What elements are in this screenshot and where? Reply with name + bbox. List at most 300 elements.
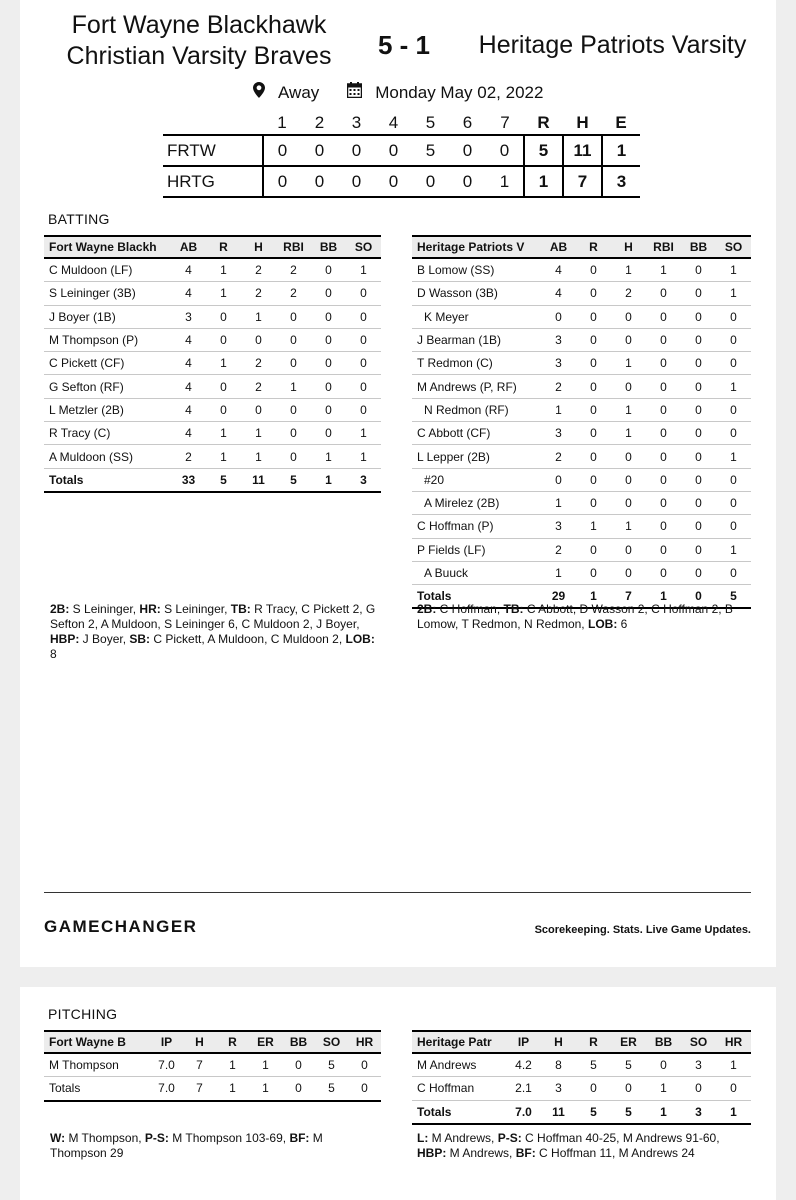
- player-name: C Hoffman (P): [412, 515, 541, 538]
- stat-cell: 0: [311, 282, 346, 305]
- stat-cell: 1: [716, 282, 751, 305]
- col-header: H: [183, 1031, 216, 1053]
- inning-score: 0: [486, 135, 524, 166]
- inning-header: 5: [425, 113, 436, 132]
- player-row: [44, 398, 381, 421]
- stat-cell: 2: [541, 538, 576, 561]
- stat-cell: 0: [206, 328, 241, 351]
- batting-team-header: Heritage Patriots V: [412, 236, 541, 258]
- stat-cell: 1: [716, 1053, 751, 1077]
- stat-cell: 0: [576, 491, 611, 514]
- stat-cell: 0: [206, 305, 241, 328]
- stat-cell: 2: [541, 375, 576, 398]
- col-header: SO: [346, 236, 381, 258]
- col-header: H: [611, 236, 646, 258]
- inning-header: 3: [351, 113, 362, 132]
- stat-cell: 1: [611, 515, 646, 538]
- inning-score: 0: [301, 166, 338, 197]
- player-row: [412, 328, 751, 351]
- stat-cell: 0: [681, 491, 716, 514]
- player-row: [44, 328, 381, 351]
- col-header: SO: [681, 1031, 716, 1053]
- linescore-row: [163, 166, 640, 197]
- player-row: [412, 491, 751, 514]
- batting-header-row: [44, 236, 381, 258]
- stat-cell: 1: [346, 258, 381, 282]
- player-row: [44, 352, 381, 375]
- totals-label: Totals: [44, 1077, 150, 1101]
- footer-tagline: Scorekeeping. Stats. Live Game Updates.: [534, 924, 751, 936]
- stat-cell: 0: [681, 282, 716, 305]
- total-runs: 5: [524, 135, 563, 166]
- note-key: 2B:: [50, 602, 70, 616]
- stat-cell: 0: [611, 445, 646, 468]
- stat-cell: 2: [611, 282, 646, 305]
- total-cell: 11: [541, 1100, 576, 1124]
- total-cell: 5: [315, 1077, 348, 1101]
- note-value: 6: [617, 617, 628, 631]
- inning-header: 2: [314, 113, 325, 132]
- col-header: BB: [681, 236, 716, 258]
- stat-cell: 0: [716, 491, 751, 514]
- stat-cell: 0: [276, 305, 311, 328]
- note-value: 8: [50, 647, 57, 661]
- stat-cell: 1: [611, 258, 646, 282]
- note-value: M Andrews,: [446, 1146, 516, 1160]
- player-name: C Hoffman: [412, 1077, 506, 1100]
- total-cell: 5: [611, 1100, 646, 1124]
- col-header: BB: [646, 1031, 681, 1053]
- stat-cell: 0: [576, 305, 611, 328]
- stat-cell: 0: [576, 422, 611, 445]
- total-cell: 33: [171, 468, 206, 492]
- inning-score: 0: [338, 166, 375, 197]
- inning-header: 7: [500, 113, 510, 132]
- stat-cell: 0: [346, 352, 381, 375]
- total-cell: 3: [681, 1100, 716, 1124]
- stat-cell: 0: [646, 352, 681, 375]
- inning-score: 0: [375, 135, 412, 166]
- location-pin-icon: [253, 82, 265, 103]
- stat-cell: 0: [681, 515, 716, 538]
- stat-cell: 0: [206, 398, 241, 421]
- total-errors: 1: [602, 135, 640, 166]
- player-row: [412, 398, 751, 421]
- col-header: HR: [348, 1031, 381, 1053]
- stat-cell: 1: [206, 422, 241, 445]
- game-date: Monday May 02, 2022: [375, 82, 544, 102]
- stat-cell: 1: [716, 538, 751, 561]
- stat-cell: 0: [611, 538, 646, 561]
- player-name: M Andrews: [412, 1053, 506, 1077]
- stat-cell: 0: [206, 375, 241, 398]
- stat-cell: 1: [276, 375, 311, 398]
- stat-cell: 0: [241, 398, 276, 421]
- gamechanger-logo: GAMECHANGER: [44, 917, 198, 936]
- stat-cell: 4: [171, 422, 206, 445]
- footer-divider: [44, 892, 751, 893]
- home-team-name: Fort Wayne Blackhawk Christian Varsity Braves: [66, 11, 332, 70]
- stat-cell: 2: [276, 282, 311, 305]
- player-row: [412, 468, 751, 491]
- stat-cell: 0: [276, 398, 311, 421]
- stat-cell: 5: [315, 1053, 348, 1077]
- linescore-table: [163, 112, 640, 198]
- stat-cell: 0: [576, 375, 611, 398]
- stat-cell: 0: [646, 282, 681, 305]
- stat-cell: 2: [171, 445, 206, 468]
- stat-cell: 0: [681, 305, 716, 328]
- player-name: N Redmon (RF): [412, 398, 541, 421]
- total-cell: 0: [282, 1077, 315, 1101]
- away-team-name: Heritage Patriots Varsity: [478, 31, 747, 59]
- player-name: M Andrews (P, RF): [412, 375, 541, 398]
- total-cell: 1: [646, 585, 681, 609]
- stat-cell: 1: [249, 1053, 282, 1077]
- stat-cell: 3: [681, 1053, 716, 1077]
- stat-cell: 0: [276, 328, 311, 351]
- stat-cell: 1: [541, 561, 576, 584]
- note-key: HBP:: [50, 632, 80, 646]
- total-cell: 1: [646, 1100, 681, 1124]
- note-value: C Hoffman 40-25, M Andrews 91-60,: [521, 1131, 720, 1145]
- stat-cell: 1: [541, 491, 576, 514]
- stat-cell: 3: [541, 328, 576, 351]
- stat-cell: 2: [241, 375, 276, 398]
- note-key: SB:: [129, 632, 151, 646]
- stat-cell: 3: [541, 422, 576, 445]
- stat-cell: 1: [346, 422, 381, 445]
- stat-cell: 0: [646, 375, 681, 398]
- stat-cell: 0: [276, 422, 311, 445]
- total-cell: 0: [681, 585, 716, 609]
- hits-header: H: [576, 113, 589, 132]
- player-name: J Boyer (1B): [44, 305, 171, 328]
- stat-cell: 0: [681, 561, 716, 584]
- total-cell: 1: [576, 585, 611, 609]
- col-header: R: [576, 236, 611, 258]
- player-name: J Bearman (1B): [412, 328, 541, 351]
- stat-cell: 0: [576, 282, 611, 305]
- stat-cell: 8: [541, 1053, 576, 1077]
- player-row: [44, 305, 381, 328]
- col-header: BB: [311, 236, 346, 258]
- inning-score: 5: [412, 135, 449, 166]
- stat-cell: 4: [541, 282, 576, 305]
- pitching-team-header: Heritage Patr: [412, 1031, 506, 1053]
- player-row: [44, 1053, 381, 1077]
- total-cell: 7: [611, 585, 646, 609]
- stat-cell: 3: [541, 515, 576, 538]
- player-row: [412, 352, 751, 375]
- player-name: S Leininger (3B): [44, 282, 171, 305]
- stat-cell: 0: [716, 1077, 751, 1100]
- inning-score: 0: [449, 135, 486, 166]
- inning-score: 0: [375, 166, 412, 197]
- stat-cell: 0: [611, 375, 646, 398]
- stat-cell: 0: [576, 445, 611, 468]
- note-key: TB:: [230, 602, 251, 616]
- linescore-header: [163, 112, 640, 135]
- total-cell: 1: [249, 1077, 282, 1101]
- player-name: M Thompson: [44, 1053, 150, 1077]
- stat-cell: 0: [311, 258, 346, 282]
- pitching-table-away: [412, 1030, 751, 1125]
- player-name: A Muldoon (SS): [44, 445, 171, 468]
- player-name: L Metzler (2B): [44, 398, 171, 421]
- player-row: [412, 258, 751, 282]
- stat-cell: 0: [541, 468, 576, 491]
- batting-table-away: [412, 235, 751, 609]
- errors-header: E: [615, 113, 627, 132]
- stat-cell: 4: [171, 375, 206, 398]
- total-hits: 7: [563, 166, 602, 197]
- total-cell: 29: [541, 585, 576, 609]
- player-name: B Lomow (SS): [412, 258, 541, 282]
- stat-cell: 4: [171, 282, 206, 305]
- pitching-section-title: PITCHING: [48, 1006, 118, 1022]
- stat-cell: 0: [311, 422, 346, 445]
- stat-cell: 1: [611, 352, 646, 375]
- stat-cell: 0: [716, 352, 751, 375]
- player-name: C Muldoon (LF): [44, 258, 171, 282]
- player-row: [412, 445, 751, 468]
- player-row: [412, 422, 751, 445]
- inning-score: 0: [412, 166, 449, 197]
- col-header: R: [576, 1031, 611, 1053]
- stat-cell: 2: [241, 282, 276, 305]
- stat-cell: 3: [541, 352, 576, 375]
- inning-score: 0: [263, 166, 301, 197]
- col-header: SO: [315, 1031, 348, 1053]
- stat-cell: 1: [346, 445, 381, 468]
- game-meta: [20, 82, 776, 103]
- total-cell: 1: [311, 468, 346, 492]
- note-value: M Thompson 29: [50, 1131, 323, 1160]
- stat-cell: 0: [646, 491, 681, 514]
- totals-row: [44, 468, 381, 492]
- stat-cell: 0: [681, 422, 716, 445]
- total-cell: 7.0: [150, 1077, 183, 1101]
- col-header: HR: [716, 1031, 751, 1053]
- stat-cell: 0: [241, 328, 276, 351]
- player-name: A Buuck: [412, 561, 541, 584]
- stat-cell: 0: [611, 468, 646, 491]
- col-header: AB: [171, 236, 206, 258]
- stat-cell: 0: [311, 398, 346, 421]
- total-cell: 5: [206, 468, 241, 492]
- stat-cell: 0: [681, 352, 716, 375]
- stat-cell: 0: [611, 561, 646, 584]
- total-cell: 5: [716, 585, 751, 609]
- stat-cell: 0: [576, 1077, 611, 1100]
- player-name: K Meyer: [412, 305, 541, 328]
- stat-cell: 0: [576, 468, 611, 491]
- col-header: IP: [506, 1031, 541, 1053]
- note-key: BF:: [289, 1131, 310, 1145]
- totals-label: Totals: [44, 468, 171, 492]
- note-key: LOB:: [345, 632, 375, 646]
- stat-cell: 1: [206, 445, 241, 468]
- total-cell: 11: [241, 468, 276, 492]
- final-score: 5 - 1: [377, 30, 431, 60]
- stat-cell: 0: [346, 328, 381, 351]
- col-header: R: [216, 1031, 249, 1053]
- player-row: [412, 282, 751, 305]
- stat-cell: 0: [646, 538, 681, 561]
- player-name: M Thompson (P): [44, 328, 171, 351]
- stat-cell: 0: [646, 468, 681, 491]
- stat-cell: 1: [541, 398, 576, 421]
- stat-cell: 0: [681, 445, 716, 468]
- total-hits: 11: [563, 135, 602, 166]
- col-header: H: [541, 1031, 576, 1053]
- note-value: M Andrews,: [428, 1131, 498, 1145]
- stat-cell: 0: [681, 398, 716, 421]
- stat-cell: 0: [681, 538, 716, 561]
- inning-header: 4: [388, 113, 399, 132]
- total-errors: 3: [602, 166, 640, 197]
- stat-cell: 1: [611, 398, 646, 421]
- stat-cell: 1: [241, 445, 276, 468]
- stat-cell: 5: [576, 1053, 611, 1077]
- stat-cell: 0: [646, 328, 681, 351]
- stat-cell: 1: [716, 445, 751, 468]
- col-header: H: [241, 236, 276, 258]
- player-name: D Wasson (3B): [412, 282, 541, 305]
- stat-cell: 3: [171, 305, 206, 328]
- batting-notes-away: [417, 602, 751, 632]
- location-text: Away: [278, 82, 320, 102]
- stat-cell: 0: [716, 398, 751, 421]
- batting-table-home: [44, 235, 381, 493]
- stat-cell: 1: [241, 305, 276, 328]
- player-row: [44, 258, 381, 282]
- note-key: 2B:: [417, 602, 437, 616]
- stat-cell: 2.1: [506, 1077, 541, 1100]
- stat-cell: 1: [206, 352, 241, 375]
- stat-cell: 1: [646, 258, 681, 282]
- linescore-team: HRTG: [163, 166, 263, 197]
- note-value: C Hoffman 11, M Andrews 24: [535, 1146, 695, 1160]
- stat-cell: 1: [611, 422, 646, 445]
- stat-cell: 1: [646, 1077, 681, 1100]
- stat-cell: 0: [646, 422, 681, 445]
- stat-cell: 2: [241, 352, 276, 375]
- stat-cell: 0: [646, 445, 681, 468]
- pitching-card: [20, 987, 776, 1200]
- stat-cell: 5: [611, 1053, 646, 1077]
- inning-score: 0: [301, 135, 338, 166]
- stat-cell: 0: [541, 305, 576, 328]
- note-key: W:: [50, 1131, 66, 1145]
- player-name: P Fields (LF): [412, 538, 541, 561]
- stat-cell: 1: [576, 515, 611, 538]
- stat-cell: 0: [611, 491, 646, 514]
- col-header: BB: [282, 1031, 315, 1053]
- runs-header: R: [537, 113, 550, 132]
- total-runs: 1: [524, 166, 563, 197]
- stat-cell: 0: [311, 305, 346, 328]
- player-name: #20: [412, 468, 541, 491]
- note-value: S Leininger,: [69, 602, 140, 616]
- stat-cell: 4: [171, 258, 206, 282]
- note-value: C Hoffman,: [436, 602, 504, 616]
- stat-cell: 7.0: [150, 1053, 183, 1077]
- player-row: [412, 538, 751, 561]
- batting-header-row: [412, 236, 751, 258]
- stat-cell: 0: [348, 1053, 381, 1077]
- stat-cell: 0: [346, 282, 381, 305]
- player-row: [44, 422, 381, 445]
- stat-cell: 0: [716, 561, 751, 584]
- note-key: HBP:: [417, 1146, 447, 1160]
- stat-cell: 0: [646, 398, 681, 421]
- pitching-notes-home: [50, 1131, 380, 1161]
- stat-cell: 4: [171, 352, 206, 375]
- total-cell: 0: [348, 1077, 381, 1101]
- stat-cell: 1: [716, 375, 751, 398]
- stat-cell: 0: [716, 328, 751, 351]
- stat-cell: 0: [681, 468, 716, 491]
- total-cell: 7.0: [506, 1100, 541, 1124]
- stat-cell: 4: [171, 328, 206, 351]
- total-cell: 5: [276, 468, 311, 492]
- player-row: [412, 375, 751, 398]
- linescore-team: FRTW: [163, 135, 263, 166]
- stat-cell: 0: [576, 352, 611, 375]
- stat-cell: 0: [611, 305, 646, 328]
- stat-cell: 0: [611, 1077, 646, 1100]
- inning-score: 0: [263, 135, 301, 166]
- stat-cell: 4: [171, 398, 206, 421]
- stat-cell: 2: [276, 258, 311, 282]
- stat-cell: 0: [646, 515, 681, 538]
- col-header: ER: [249, 1031, 282, 1053]
- stat-cell: 1: [206, 258, 241, 282]
- inning-score: 0: [449, 166, 486, 197]
- col-header: R: [206, 236, 241, 258]
- stat-cell: 0: [576, 561, 611, 584]
- batting-section-title: BATTING: [48, 211, 110, 227]
- stat-cell: 0: [646, 1053, 681, 1077]
- stat-cell: 7: [183, 1053, 216, 1077]
- player-name: R Tracy (C): [44, 422, 171, 445]
- player-name: G Sefton (RF): [44, 375, 171, 398]
- stat-cell: 0: [311, 328, 346, 351]
- stat-cell: 0: [282, 1053, 315, 1077]
- stat-cell: 0: [646, 305, 681, 328]
- totals-row: [412, 1100, 751, 1124]
- batting-notes-home: [50, 602, 384, 662]
- col-header: ER: [611, 1031, 646, 1053]
- inning-score: 0: [338, 135, 375, 166]
- stat-cell: 4: [541, 258, 576, 282]
- player-name: T Redmon (C): [412, 352, 541, 375]
- player-name: C Abbott (CF): [412, 422, 541, 445]
- stat-cell: 3: [541, 1077, 576, 1100]
- inning-header: 1: [277, 113, 287, 132]
- stat-cell: 0: [681, 375, 716, 398]
- stat-cell: 1: [206, 282, 241, 305]
- pitching-table-home: [44, 1030, 381, 1102]
- player-row: [412, 1053, 751, 1077]
- note-key: P-S:: [497, 1131, 522, 1145]
- pitching-header-row: [412, 1031, 751, 1053]
- note-value: C Abbott, D Wasson 2, C Hoffman 2, B Lomow, T Redmon, N Redmon,: [417, 602, 733, 631]
- stat-cell: 0: [681, 258, 716, 282]
- total-cell: 3: [346, 468, 381, 492]
